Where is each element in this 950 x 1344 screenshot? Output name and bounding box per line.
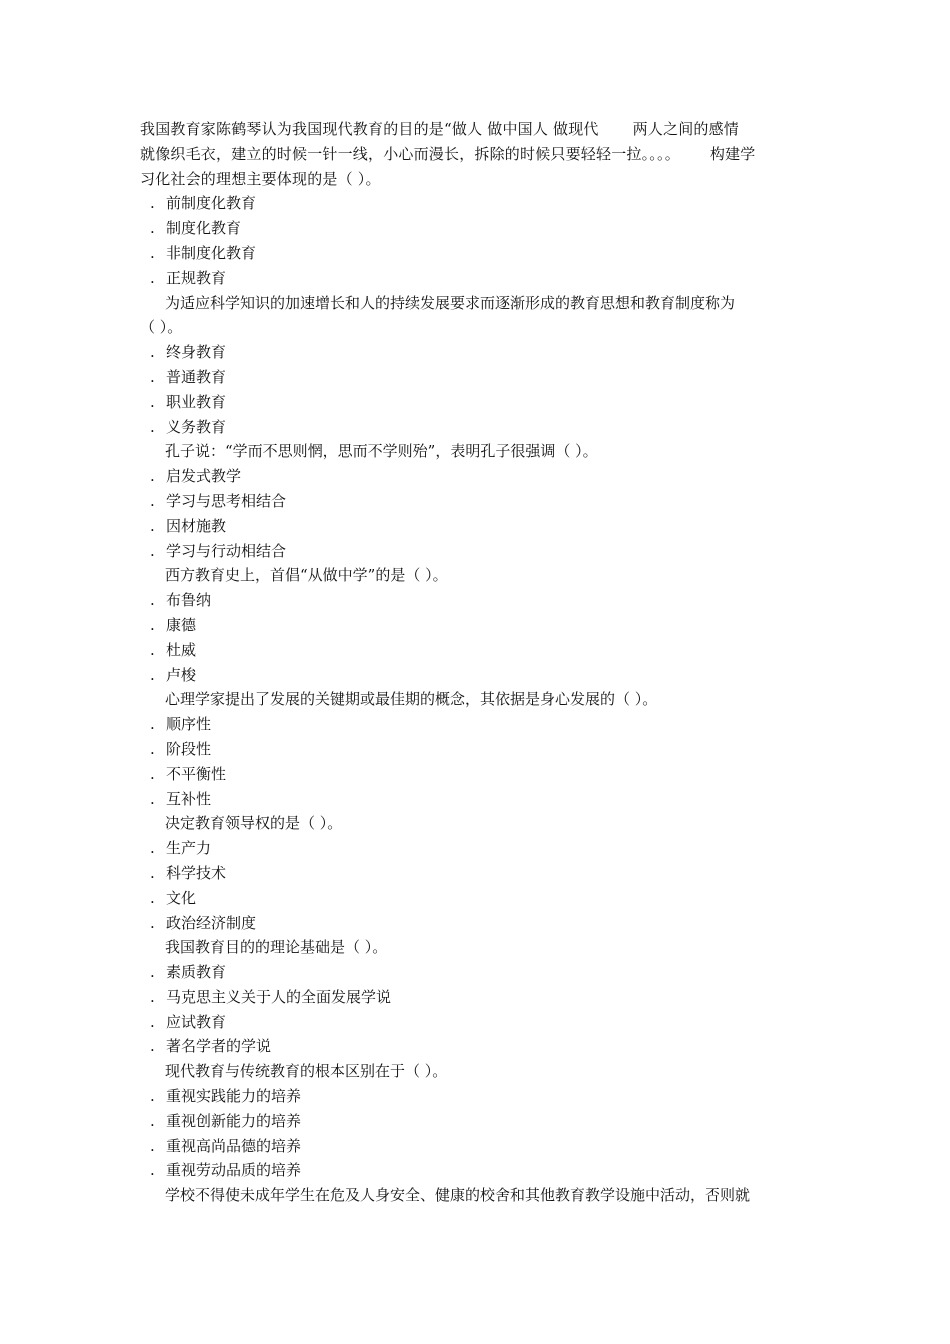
intro-line [140, 117, 810, 142]
intro-text: 就像织毛衣，建立的时候一针一线，小心而漫长，拆除的时候只要轻轻一拉。。。。 [140, 144, 680, 163]
option-item: . 互补性 [150, 789, 212, 808]
question-5 [140, 687, 810, 811]
question-stem: 决定教育领导权的是（ ）。 [165, 814, 343, 833]
option-item: . 重视实践能力的培养 [150, 1087, 302, 1106]
intro-text: 两人之间的感情 [632, 120, 740, 138]
question-7 [140, 935, 810, 1059]
question-stem: 学校不得使未成年学生在危及人身安全、健康的校舍和其他教育教学设施中活动，否则就 [165, 1186, 751, 1205]
option-item: . 正规教育 [150, 268, 227, 287]
question-3 [140, 439, 810, 563]
option-item: . 政治经济制度 [150, 913, 257, 932]
option-item: . 不平衡性 [150, 764, 227, 783]
option-item: . 文化 [150, 888, 197, 907]
question-2 [140, 291, 810, 440]
question-stem: 孔子说：“学而不思则惘，思而不学则殆”，表明孔子很强调（ ）。 [165, 442, 598, 461]
option-item: . 卢梭 [150, 665, 197, 684]
option-item: . 启发式教学 [150, 467, 242, 486]
option-item: . 因材施教 [150, 516, 227, 535]
option-item: . 生产力 [150, 839, 212, 858]
question-stem: 为适应科学知识的加速增长和人的持续发展要求而逐渐形成的教育思想和教育制度称为 （ ）。 [140, 293, 736, 337]
option-item: . 杜威 [150, 640, 197, 659]
option-item: . 制度化教育 [150, 219, 242, 238]
question-9 [140, 1183, 810, 1208]
option-item: . 阶段性 [150, 739, 212, 758]
intro-text: 构建学 [709, 144, 756, 163]
question-stem: 西方教育史上，首倡“从做中学”的是（ ）。 [165, 566, 448, 585]
option-item: . 非制度化教育 [150, 243, 257, 262]
option-item: . 义务教育 [150, 417, 227, 436]
option-item: . 顺序性 [150, 715, 212, 734]
question-1-options [140, 191, 810, 290]
intro-paragraph [140, 117, 810, 191]
intro-text: 我国教育家陈鹤琴认为我国现代教育的目的是“做人 做中国人 做现代 [140, 120, 599, 138]
option-item: . 终身教育 [150, 343, 227, 362]
option-item: . 职业教育 [150, 392, 227, 411]
question-4 [140, 563, 810, 687]
question-stem: 现代教育与传统教育的根本区别在于（ ）。 [165, 1062, 448, 1081]
intro-line [140, 142, 810, 167]
option-item: . 学习与思考相结合 [150, 491, 287, 510]
option-item: . 布鲁纳 [150, 591, 212, 610]
question-6 [140, 811, 810, 935]
document-body [140, 117, 810, 1208]
question-1-stem: 习化社会的理想主要体现的是（ ）。 [140, 169, 381, 188]
option-item: . 前制度化教育 [150, 194, 257, 213]
option-item: . 素质教育 [150, 963, 227, 982]
question-stem: 心理学家提出了发展的关键期或最佳期的概念，其依据是身心发展的（ ）。 [165, 690, 658, 709]
question-8 [140, 1059, 810, 1183]
question-stem: 我国教育目的的理论基础是（ ）。 [165, 938, 388, 957]
option-item: . 著名学者的学说 [150, 1037, 272, 1056]
option-item: . 科学技术 [150, 863, 227, 882]
option-item: . 重视高尚品德的培养 [150, 1136, 302, 1155]
option-item: . 普通教育 [150, 367, 227, 386]
option-item: . 重视创新能力的培养 [150, 1111, 302, 1130]
option-item: . 康德 [150, 615, 197, 634]
option-item: . 重视劳动品质的培养 [150, 1161, 302, 1180]
option-item: . 应试教育 [150, 1012, 227, 1031]
option-item: . 马克思主义关于人的全面发展学说 [150, 987, 392, 1006]
option-item: . 学习与行动相结合 [150, 541, 287, 560]
